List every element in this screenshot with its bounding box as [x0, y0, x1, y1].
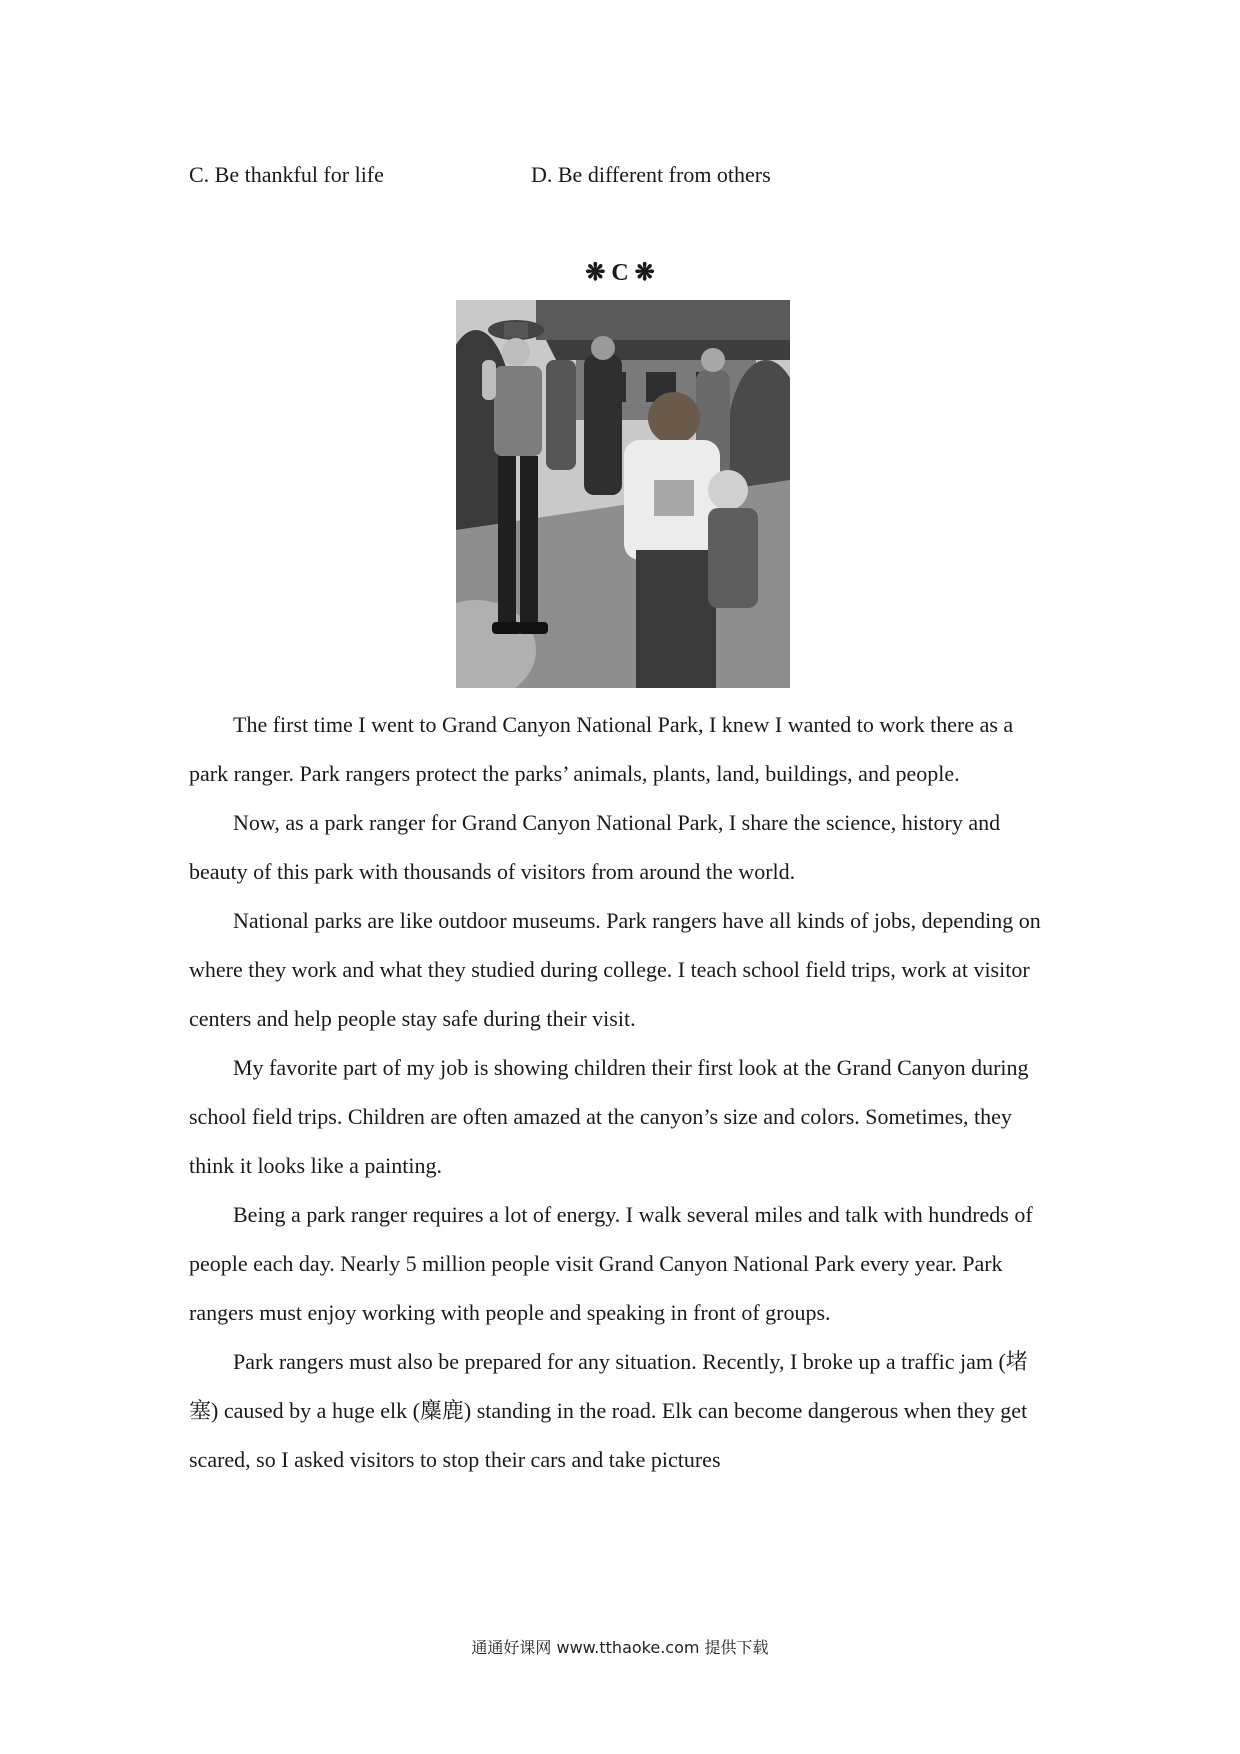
- paragraph: Now, as a park ranger for Grand Canyon National Park, I share the science, history and beauty of this park with thousands of visitors from around the world.: [189, 810, 1001, 884]
- article-body: [189, 700, 1055, 1484]
- paragraph: My favorite part of my job is showing children their first look at the Grand Canyon during school field trips. Children are often amazed at the canyon’s size and colors. Sometimes, they think it looks like a painting.: [189, 1055, 1029, 1178]
- photo-icon: [456, 300, 790, 688]
- option-c: C. Be thankful for life: [189, 162, 384, 187]
- ranger-photo: [456, 300, 790, 688]
- page-footer: 通通好课网 www.tthaoke.com 提供下载: [471, 1638, 769, 1657]
- section-heading: ❋ C ❋: [585, 260, 655, 286]
- paragraph: The first time I went to Grand Canyon National Park, I knew I wanted to work there as a park ranger. Park rangers protect the parks’ animals, plants, land, buildings, and people.: [189, 712, 1014, 786]
- option-d: D. Be different from others: [531, 162, 771, 187]
- paragraph: Being a park ranger requires a lot of energy. I walk several miles and talk with hundreds of people each day. Nearly 5 million people visit Grand Canyon National Park every year. Park rangers must enjoy working with people and speaking in front of groups.: [189, 1202, 1033, 1325]
- paragraph: National parks are like outdoor museums. Park rangers have all kinds of jobs, depending on where they work and what they studied during college. I teach school field trips, work at visitor centers and help people stay safe during their visit.: [189, 908, 1041, 1031]
- paragraph: Park rangers must also be prepared for any situation. Recently, I broke up a traffic jam (堵塞) caused by a huge elk (麋鹿) standing in the road. Elk can become dangerous when they get scared, so I asked visitors to stop their cars and take pictures: [189, 1349, 1028, 1472]
